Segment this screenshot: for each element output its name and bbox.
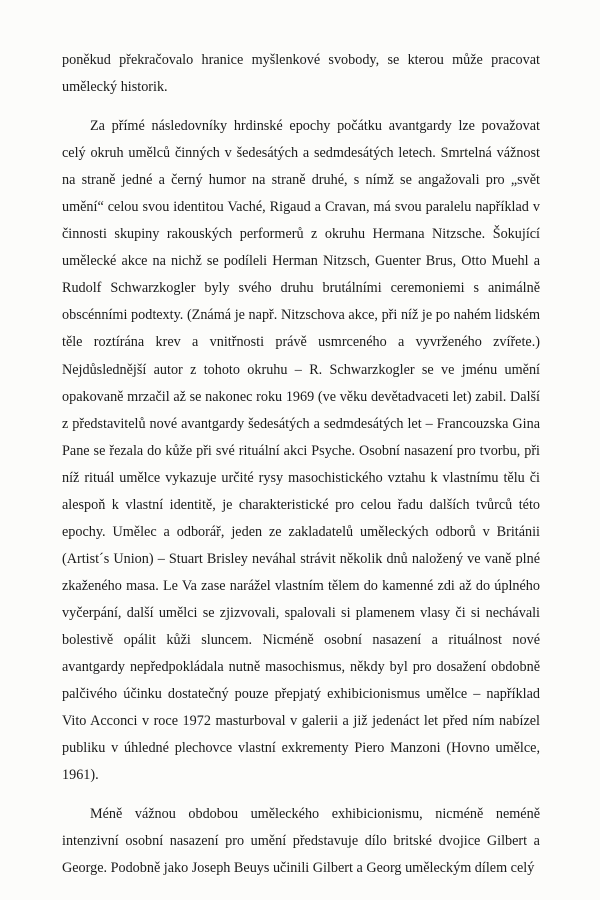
paragraph-continuation: poněkud překračovalo hranice myšlenkové svobody, se kterou může pracovat umělecký historik. — [62, 52, 540, 96]
paragraph-avantgarde-successors: Za přímé následovníky hrdinské epochy počátku avantgardy lze považovat celý okruh umělců činných v šedesátých a sedmdesátých letech. Smrtelná vážnost na straně jedné a černý humor na straně druhé, s nímž se angažovali pro „svět umění“ celou svou identitou Vaché, Rigaud a Cravan, má svou paralelu například v činnosti skupiny rakouských performerů z okruhu Hermana Nitzsche. Šokující umělecké akce na nichž se podíleli Herman Nitzsch, Guenter Brus, Otto Muehl a Rudolf Schwarzkogler byly svého druhu brutálními ceremoniemi s animálně obscénními podtexty. (Známá je např. Nitzschova akce, při níž je po nahém lidském těle roztírána krev a vnitřnosti právě usmrceného a vyvrženého zvířete.) Nejdůslednější autor z tohoto okruhu – R. Schwarzkogler se ve jménu umění opakovaně mrzačil až se nakonec roku 1969 (ve věku devětadvaceti let) zabil. Další z představitelů nové avantgardy šedesátých a sedmdesátých let – Francouzska Gina Pane se řezala do kůže při své rituální akci Psyche. Osobní nasazení pro tvorbu, při níž rituál umělce vykazuje určité rysy masochistického vztahu k vlastnímu tělu či alespoň k vlastní identitě, je charakteristické pro celou řadu dalších tvůrců této epochy. Umělec a odborář, jeden ze zakladatelů uměleckých odborů v Británii (Artist´s Union) – Stuart Brisley neváhal strávit několik dnů naložený ve vaně plné zkaženého masa. Le Va zase narážel vlastním tělem do kamenné zdi až do úplného vyčerpání, další umělci se zjizvovali, spalovali si plamenem vlasy či si nechávali bolestivě opálit kůži sluncem. Nicméně osobní nasazení a rituálnost nové avantgardy nepředpokládala nutně masochismus, někdy byl pro dosažení obdobně palčivého účinku dostatečný pouze přepjatý exhibicionismus umělce – například Vito Acconci v roce 1972 masturboval v galerii a již jedenáct let před ním nabízel publiku v úhledné plechovce vlastní exkrementy Piero Manzoni (Hovno umělce, 1961). — [62, 118, 540, 784]
paragraph-gilbert-and-george: Méně vážnou obdobou uměleckého exhibicionismu, nicméně neméně intenzivní osobní nasazení pro umění představuje dílo britské dvojice Gilbert a George. Podobně jako Joseph Beuys učinili Gilbert a Georg uměleckým dílem celý — [62, 806, 540, 877]
